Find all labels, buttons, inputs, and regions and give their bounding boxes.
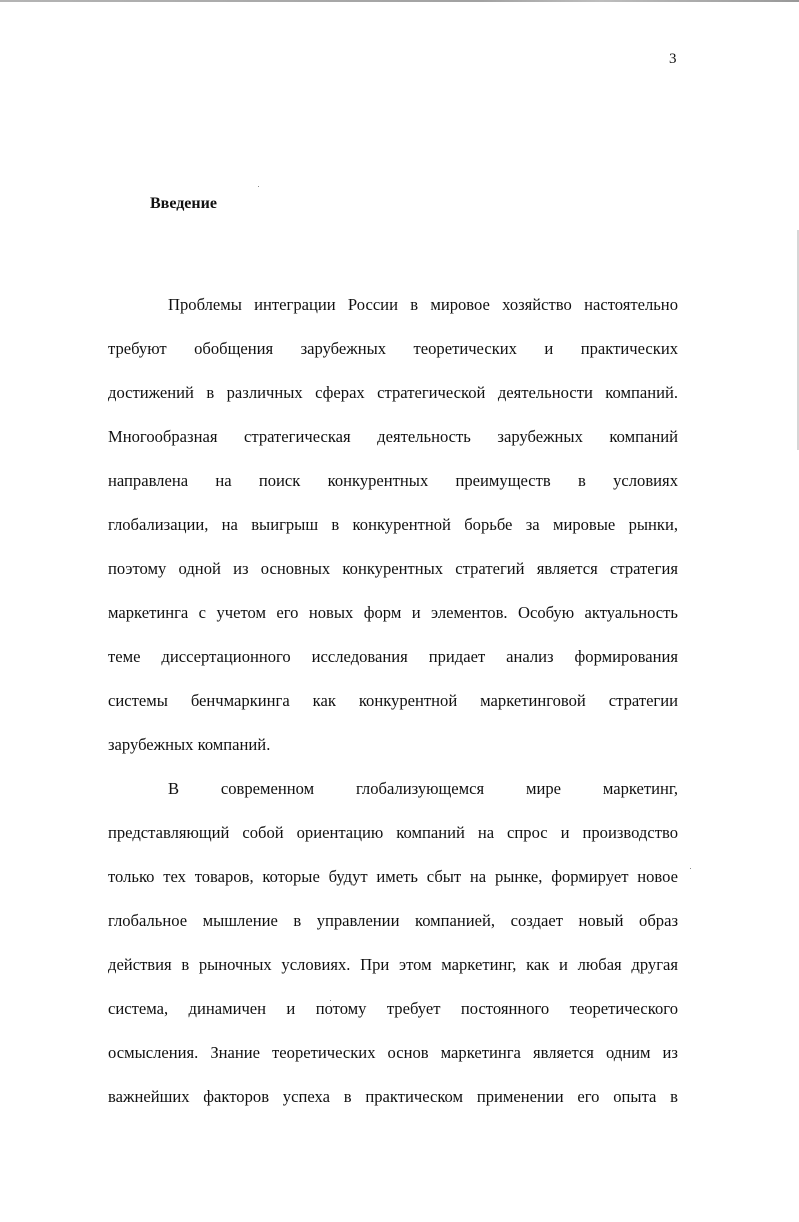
- paragraph2-line: действия в рыночных условиях. При этом маркетинг, как и любая другая: [108, 955, 678, 974]
- paragraph2-line: осмысления. Знание теоретических основ маркетинга является одним из: [108, 1043, 678, 1062]
- paragraph2-line: важнейших факторов успеха в практическом применении его опыта в: [108, 1087, 678, 1106]
- paragraph1-line: маркетинга с учетом его новых форм и элементов. Особую актуальность: [108, 603, 678, 622]
- paragraph2-line: глобальное мышление в управлении компанией, создает новый образ: [108, 911, 678, 930]
- scan-edge-top: [0, 0, 799, 2]
- paragraph1-line: теме диссертационного исследования придает анализ формирования: [108, 647, 678, 666]
- scan-speck: [690, 868, 691, 869]
- paragraph1-line: Многообразная стратегическая деятельность зарубежных компаний: [108, 427, 678, 446]
- paragraph1-line: Проблемы интеграции России в мировое хозяйство настоятельно: [168, 295, 678, 314]
- paragraph2-line: система, динамичен и потому требует постоянного теоретического: [108, 999, 678, 1018]
- body-text: [108, 283, 678, 1119]
- paragraph1-line: направлена на поиск конкурентных преимуществ в условиях: [108, 471, 678, 490]
- paragraph1-line: достижений в различных сферах стратегической деятельности компаний.: [108, 383, 678, 402]
- paragraph2-line: В современном глобализующемся мире маркетинг,: [168, 779, 678, 798]
- section-heading: Введение: [150, 195, 217, 212]
- paragraph2-line: представляющий собой ориентацию компаний на спрос и производство: [108, 823, 678, 842]
- paragraph1-line: требуют обобщения зарубежных теоретических и практических: [108, 339, 678, 358]
- paragraph2-line: только тех товаров, которые будут иметь сбыт на рынке, формирует новое: [108, 867, 678, 886]
- page-number: 3: [669, 51, 677, 67]
- paragraph1-line: зарубежных компаний.: [108, 735, 271, 754]
- paragraph1-line: поэтому одной из основных конкурентных стратегий является стратегия: [108, 559, 678, 578]
- scan-speck: [258, 186, 259, 187]
- paragraph1-line: системы бенчмаркинга как конкурентной маркетинговой стратегии: [108, 691, 678, 710]
- paragraph1-line: глобализации, на выигрыш в конкурентной борьбе за мировые рынки,: [108, 515, 678, 534]
